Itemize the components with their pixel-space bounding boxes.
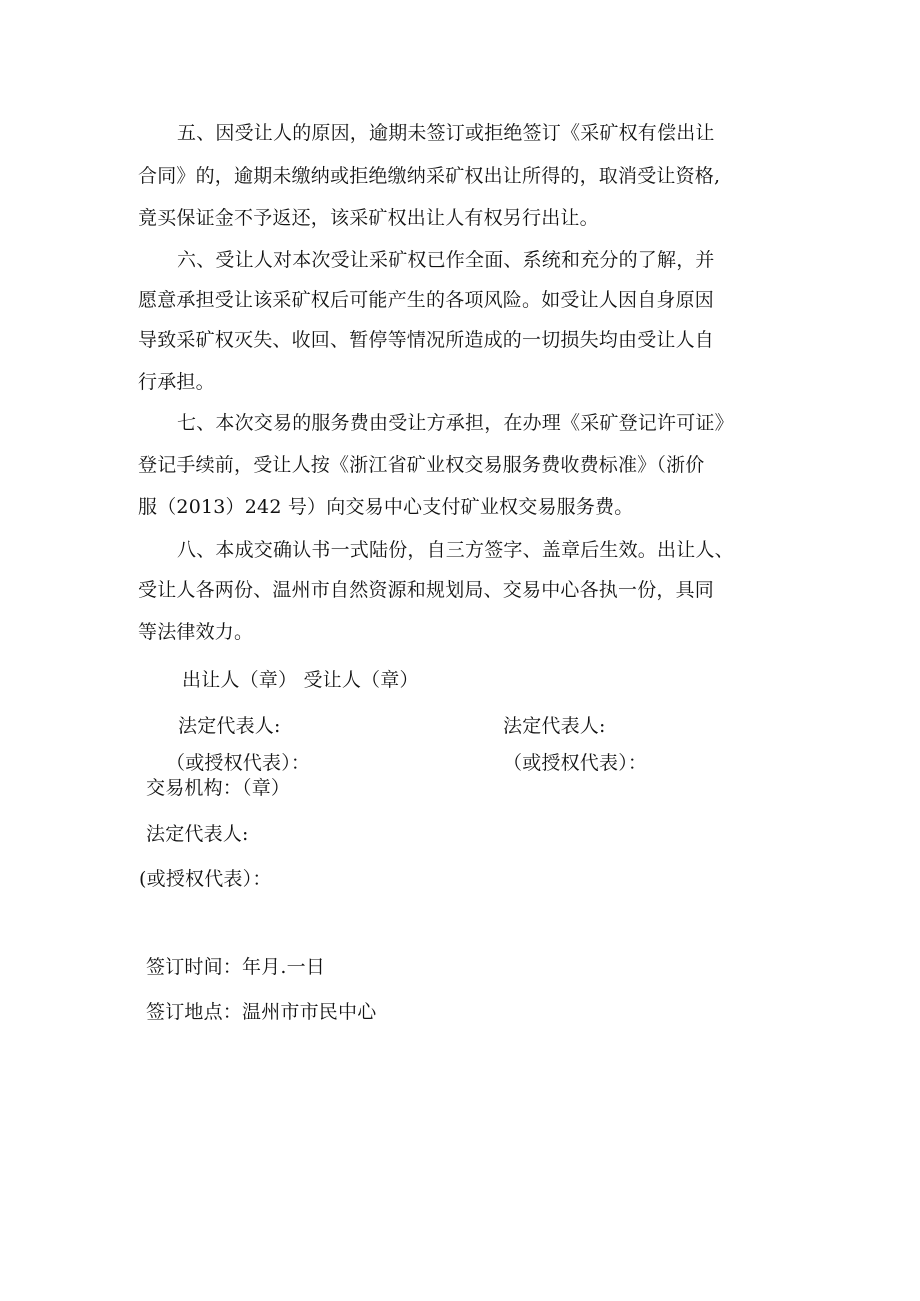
transferee-authorized-label: （或授权代表）： [503,752,648,774]
signing-time: 签订时间：年月.一日 [146,956,326,978]
paragraph-5-line-2: 合同》的，逾期未缴纳或拒绝缴纳采矿权出让所得的，取消受让资格, [138,165,721,187]
transferor-authorized-label: （或授权代表）： [166,752,311,774]
paragraph-8-line-1: 八、本成交确认书一式陆份，自三方签字、盖章后生效。出让人、 [177,539,734,561]
transferee-representative-label: 法定代表人: [503,715,606,737]
paragraph-8-line-2: 受让人各两份、温州市自然资源和规划局、交易中心各执一份，具同 [138,579,715,601]
signing-place: 签订地点：温州市市民中心 [146,1001,377,1023]
agency-seal-label: 交易机构：（章） [146,777,291,799]
agency-authorized-label: (或授权代表）： [139,868,272,890]
parties-seal-line: 出让人（章） 受让人（章） [182,669,419,691]
agency-representative-label: 法定代表人: [146,823,249,845]
paragraph-5-line-1: 五、因受让人的原因，逾期未签订或拒绝签订《采矿权有偿出让 [177,122,715,144]
paragraph-5-line-3: 竟买保证金不予返还，该采矿权出让人有权另行出让。 [138,207,599,229]
transferor-representative-label: 法定代表人: [178,715,281,737]
paragraph-6-line-4: 行承担。 [138,371,215,393]
paragraph-7-line-1: 七、本次交易的服务费由受让方承担，在办理《采矿登记许可证》 [177,412,734,434]
paragraph-7-line-2: 登记手续前，受让人按《浙江省矿业权交易服务费收费标准》（浙价 [138,454,705,476]
paragraph-7-line-3: 服（2013）242 号）向交易中心支付矿业权交易服务费。 [138,496,634,518]
paragraph-6-line-3: 导致采矿权灭失、收回、暂停等情况所造成的一切损失均由受让人自 [138,329,715,351]
paragraph-8-line-3: 等法律效力。 [138,621,254,643]
paragraph-6-line-1: 六、受让人对本次受让采矿权已作全面、系统和充分的了解，并 [177,249,715,271]
paragraph-6-line-2: 愿意承担受让该采矿权后可能产生的各项风险。如受让人因自身原因 [138,289,715,311]
